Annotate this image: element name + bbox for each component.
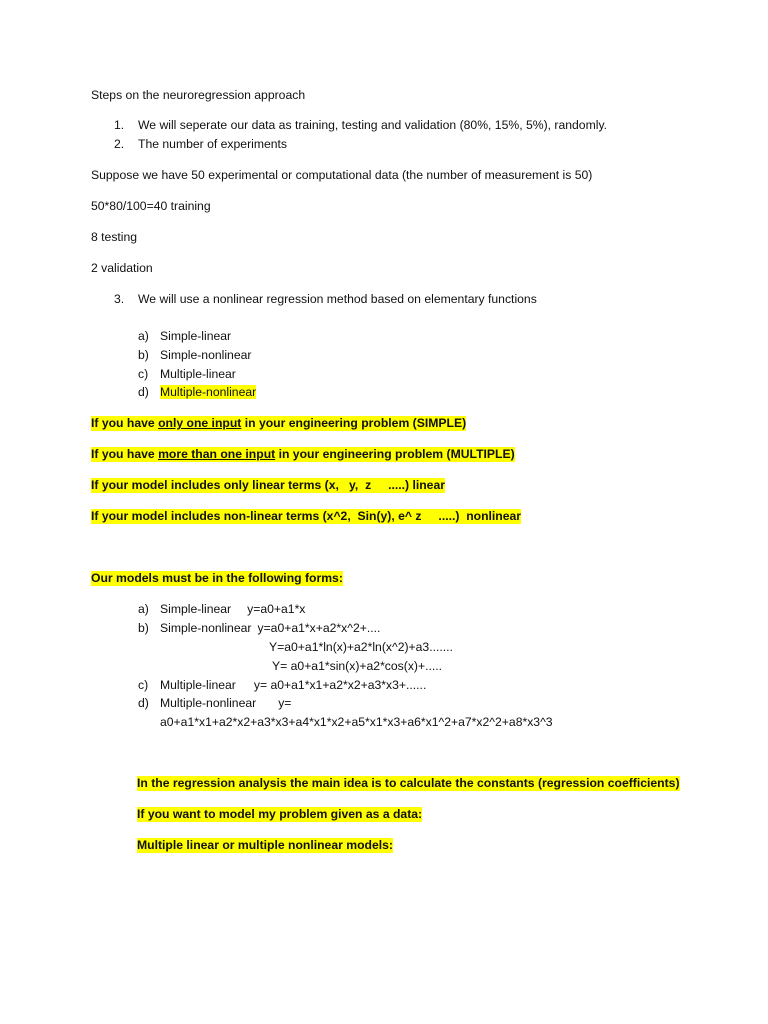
step-2-number: 2. <box>114 137 125 151</box>
form-item <box>138 621 380 636</box>
form-name: Simple-linear <box>160 602 232 616</box>
step-2-text: The number of experiments <box>138 137 288 151</box>
step-3-text: We will use a nonlinear regression method based on elementary functions <box>138 292 537 306</box>
form-item <box>138 696 291 711</box>
step-2 <box>114 137 287 152</box>
form-equation: y=a0+a1*x+a2*x^2+.... <box>257 621 381 635</box>
step-1 <box>114 118 607 133</box>
form-equation: y= a0+a1*x1+a2*x2+a3*x3+...... <box>253 678 427 692</box>
step-3 <box>114 292 537 307</box>
method-item <box>138 348 251 363</box>
testing-text: 8 testing <box>91 230 138 244</box>
method-letter: c) <box>138 367 149 381</box>
form-letter: b) <box>138 621 149 635</box>
method-letter: d) <box>138 385 149 399</box>
method-text: Multiple-linear <box>160 367 236 381</box>
method-text-highlighted: Multiple-nonlinear <box>160 385 257 399</box>
rule-simple-underline: only one input <box>158 416 242 430</box>
form-item <box>138 602 305 617</box>
form-equation: y=a0+a1*x <box>247 602 306 616</box>
training-text: 50*80/100=40 training <box>91 199 211 213</box>
closing-line-1: In the regression analysis the main idea is to calculate the constants (regression coefficients) <box>137 776 680 790</box>
form-name: Multiple-linear <box>160 678 236 692</box>
method-letter: b) <box>138 348 149 362</box>
rule-multiple-underline: more than one input <box>158 447 276 461</box>
form-letter: a) <box>138 602 149 616</box>
step-3-number: 3. <box>114 292 125 306</box>
validation-text: 2 validation <box>91 261 153 275</box>
form-letter: d) <box>138 696 149 710</box>
rule-simple-pre: If you have <box>91 416 159 430</box>
closing-line-2: If you want to model my problem given as a data: <box>137 807 423 821</box>
method-text: Simple-linear <box>160 329 232 343</box>
heading: Steps on the neuroregression approach <box>91 88 306 102</box>
form-equation-continued: a0+a1*x1+a2*x2+a3*x3+a4*x1*x2+a5*x1*x3+a6*x1^2+a7*x2^2+a8*x3^3 <box>160 715 553 729</box>
step-1-text: We will seperate our data as training, testing and validation (80%, 15%, 5%), randomly. <box>138 118 608 132</box>
suppose-text: Suppose we have 50 experimental or computational data (the number of measurement is 50) <box>91 168 593 182</box>
rule-linear: If your model includes only linear terms (x, y, z .....) linear <box>91 478 445 492</box>
rule-multiple <box>91 447 515 462</box>
rule-multiple-pre: If you have <box>91 447 159 461</box>
form-equation-continued: Y=a0+a1*ln(x)+a2*ln(x^2)+a3....... <box>269 640 453 654</box>
form-name: Multiple-nonlinear <box>160 696 257 710</box>
forms-heading: Our models must be in the following forms: <box>91 571 343 585</box>
form-equation-continued: Y= a0+a1*sin(x)+a2*cos(x)+..... <box>272 659 443 673</box>
form-letter: c) <box>138 678 149 692</box>
rule-nonlinear: If your model includes non-linear terms (x^2, Sin(y), e^ z .....) nonlinear <box>91 509 522 523</box>
method-item <box>138 385 256 400</box>
method-item <box>138 329 231 344</box>
form-item <box>138 678 426 693</box>
closing-line-3: Multiple linear or multiple nonlinear models: <box>137 838 393 852</box>
method-text: Simple-nonlinear <box>160 348 252 362</box>
method-item <box>138 367 236 382</box>
rule-simple <box>91 416 466 431</box>
rule-simple-post: in your engineering problem (SIMPLE) <box>241 416 467 430</box>
step-1-number: 1. <box>114 118 125 132</box>
method-letter: a) <box>138 329 149 343</box>
form-name: Simple-nonlinear <box>160 621 252 635</box>
form-equation: y= <box>278 696 292 710</box>
rule-multiple-post: in your engineering problem (MULTIPLE) <box>275 447 515 461</box>
